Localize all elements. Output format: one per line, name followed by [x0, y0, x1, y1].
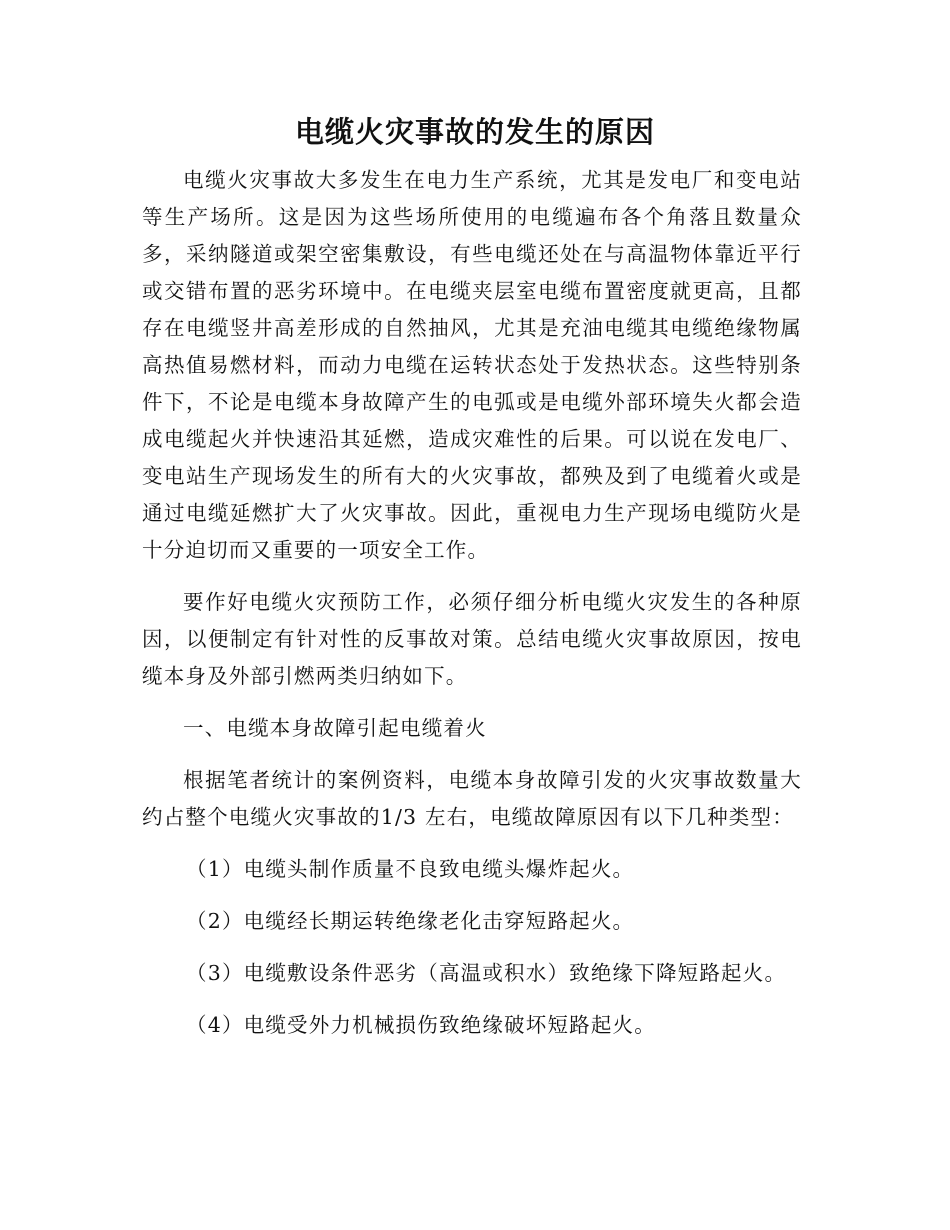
paragraph-statistics: 根据笔者统计的案例资料，电缆本身故障引发的火灾事故数量大约占整个电缆火灾事故的1/3 左右，电缆故障原因有以下几种类型：: [142, 768, 802, 829]
list-item: （2）电缆经长期运转绝缘老化击穿短路起火。: [186, 909, 635, 933]
list-item: （3）电缆敷设条件恶劣（高温或积水）致绝缘下降短路起火。: [186, 961, 787, 985]
document-body: [142, 162, 802, 1044]
document-title: 电缆火灾事故的发生的原因: [294, 115, 655, 149]
paragraph-prevention: 要作好电缆火灾预防工作，必须仔细分析电缆火灾发生的各种原因，以便制定有针对性的反事故对策。总结电缆火灾事故原因，按电缆本身及外部引燃两类归纳如下。: [142, 590, 802, 688]
list-item: （4）电缆受外力机械损伤致绝缘破坏短路起火。: [186, 1013, 656, 1037]
list-item: （1）电缆头制作质量不良致电缆头爆炸起火。: [186, 857, 635, 881]
section-heading-cable-fault: 一、电缆本身故障引起电缆着火: [183, 716, 487, 740]
paragraph-intro: 电缆火灾事故大多发生在电力生产系统，尤其是发电厂和变电站等生产场所。这是因为这些场所使用的电缆遍布各个角落且数量众多，采纳隧道或架空密集敷设，有些电缆还处在与高温物体靠近平行或交错布置的恶劣环境中。在电缆夹层室电缆布置密度就更高，且都存在电缆竖井高差形成的自然抽风，尤其是充油电缆其电缆绝缘物属高热值易燃材料，而动力电缆在运转状态处于发热状态。这些特别条件下，不论是电缆本身故障产生的电弧或是电缆外部环境失火都会造成电缆起火并快速沿其延燃，造成灾难性的后果。可以说在发电厂、变电站生产现场发生的所有大的火灾事故，都殃及到了电缆着火或是通过电缆延燃扩大了火灾事故。因此，重视电力生产现场电缆防火是十分迫切而又重要的一项安全工作。: [142, 168, 802, 562]
